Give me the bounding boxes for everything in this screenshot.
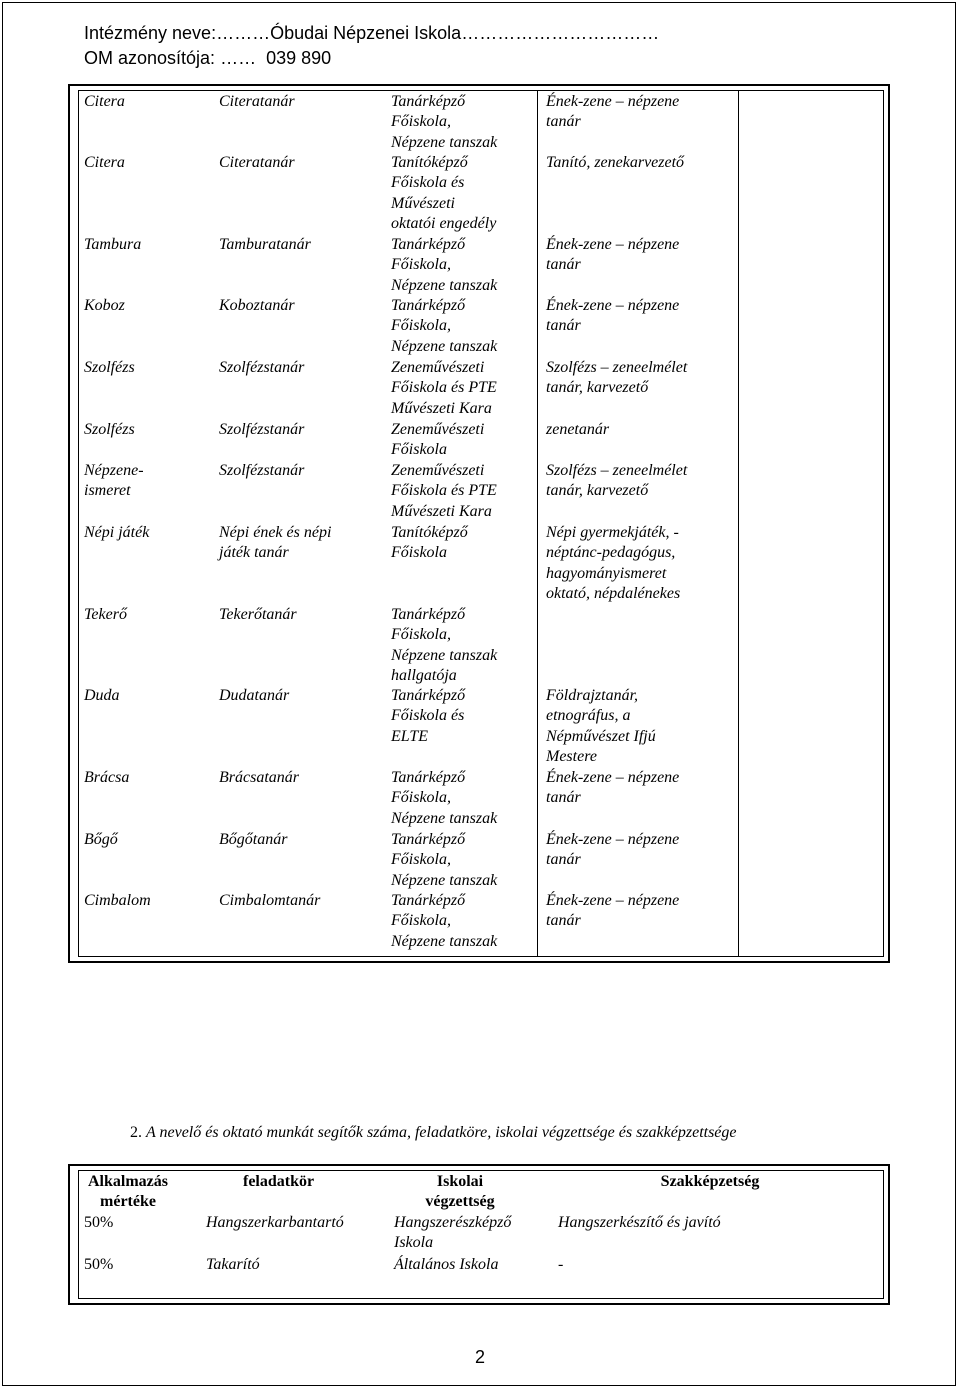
staff-row-11-qualification: Ének-zene – népzene tanár (546, 769, 680, 807)
staff-row-6-school: Zeneművészeti Főiskola (391, 421, 485, 459)
staff-row-2-qualification: Tanító, zenekarvezető (546, 154, 685, 171)
staff-row-1-school: Tanárképző Főiskola, Népzene tanszak (391, 93, 498, 151)
staff-row-2-position: Citeratanár (219, 154, 295, 171)
staff-row-7-school: Zeneművészeti Főiskola és PTE Művészeti Kara (391, 462, 497, 520)
staff-row-12-school: Tanárképző Főiskola, Népzene tanszak (391, 831, 498, 889)
institution-label: Intézmény neve: (84, 23, 217, 43)
staff-row-11-school: Tanárképző Főiskola, Népzene tanszak (391, 769, 498, 827)
staff-row-3-school: Tanárképző Főiskola, Népzene tanszak (391, 236, 498, 294)
staff-row-4-position: Koboztanár (219, 297, 295, 314)
staff-row-5-school: Zeneművészeti Főiskola és PTE Művészeti Kara (391, 359, 497, 417)
helper-row-2-role: Takarító (206, 1256, 260, 1273)
helper-row-2-qualification: - (558, 1256, 564, 1273)
staff-row-7-position: Szolfézstanár (219, 462, 305, 479)
institution-trailing-dots: …………………………… (461, 23, 660, 43)
staff-row-6-subject: Szolfézs (84, 421, 135, 438)
staff-row-11-position: Brácsatanár (219, 769, 299, 786)
staff-row-10-qualification: Földrajztanár, etnográfus, a Népművészet Ifjú Mestere (546, 687, 656, 765)
helper-row-1-role: Hangszerkarbantartó (206, 1214, 344, 1231)
staff-row-9-position: Tekerőtanár (219, 606, 297, 623)
staff-row-8-school: Tanítóképző Főiskola (391, 524, 468, 562)
staff-row-3-subject: Tambura (84, 236, 142, 253)
helper-header-qualification: Szakképzetség (660, 1173, 760, 1190)
staff-row-9-school: Tanárképző Főiskola, Népzene tanszak hallgatója (391, 606, 498, 684)
om-number: 039 890 (266, 48, 332, 68)
staff-row-13-school: Tanárképző Főiskola, Népzene tanszak (391, 892, 498, 950)
staff-row-13-position: Cimbalomtanár (219, 892, 321, 909)
staff-table-column-divider (537, 90, 538, 957)
staff-row-8-subject: Népi játék (84, 524, 150, 541)
staff-row-2-school: Tanítóképző Főiskola és Művészeti oktatói engedély (391, 154, 497, 232)
om-line (84, 47, 331, 69)
staff-row-4-school: Tanárképző Főiskola, Népzene tanszak (391, 297, 498, 355)
helper-row-1-school: Hangszerészképző Iskola (394, 1214, 512, 1252)
staff-row-7-subject: Népzene- ismeret (84, 462, 144, 500)
staff-row-4-subject: Koboz (84, 297, 125, 314)
staff-row-11-subject: Brácsa (84, 769, 130, 786)
staff-row-3-qualification: Ének-zene – népzene tanár (546, 236, 680, 274)
staff-row-1-position: Citeratanár (219, 93, 295, 110)
staff-row-10-position: Dudatanár (219, 687, 290, 704)
staff-row-13-subject: Cimbalom (84, 892, 151, 909)
page-number: 2 (474, 1347, 485, 1367)
staff-row-9-subject: Tekerő (84, 606, 127, 623)
helper-row-1-qualification: Hangszerkészítő és javító (558, 1214, 721, 1231)
staff-row-6-qualification: zenetanár (546, 421, 610, 438)
staff-row-5-subject: Szolfézs (84, 359, 135, 376)
helper-header-school: Iskolai végzettség (425, 1173, 495, 1211)
staff-row-1-qualification: Ének-zene – népzene tanár (546, 93, 680, 131)
staff-row-7-qualification: Szolfézs – zeneelmélet tanár, karvezető (546, 462, 688, 500)
staff-row-12-subject: Bőgő (84, 831, 118, 848)
staff-row-10-school: Tanárképző Főiskola és ELTE (391, 687, 466, 745)
institution-name: Óbudai Népzenei Iskola (270, 23, 462, 43)
institution-dots: ……… (216, 23, 271, 43)
staff-row-5-qualification: Szolfézs – zeneelmélet tanár, karvezető (546, 359, 688, 397)
helper-row-2-extent: 50% (84, 1256, 114, 1273)
helper-header-extent: Alkalmazás mértéke (88, 1173, 168, 1211)
staff-table-column-divider (738, 90, 739, 957)
staff-row-6-position: Szolfézstanár (219, 421, 305, 438)
staff-row-12-qualification: Ének-zene – népzene tanár (546, 831, 680, 869)
staff-row-13-qualification: Ének-zene – népzene tanár (546, 892, 680, 930)
institution-line (84, 22, 659, 44)
staff-row-8-position: Népi ének és népi játék tanár (219, 524, 332, 562)
staff-row-12-position: Bőgőtanár (219, 831, 288, 848)
section-2-title (130, 1123, 737, 1143)
section-2-text: A nevelő és oktató munkát segítők száma, feladatköre, iskolai végzettsége és szakképzettsége (146, 1124, 737, 1141)
om-dots: …… (220, 48, 257, 68)
helper-row-1-extent: 50% (84, 1214, 114, 1231)
staff-row-8-qualification: Népi gyermekjáték, - néptánc-pedagógus, hagyományismeret oktató, népdalénekes (546, 524, 681, 602)
staff-row-5-position: Szolfézstanár (219, 359, 305, 376)
section-2-number: 2. (130, 1124, 142, 1141)
helper-header-role: feladatkör (243, 1173, 315, 1190)
helper-row-2-school: Általános Iskola (394, 1256, 499, 1273)
staff-row-1-subject: Citera (84, 93, 125, 110)
staff-row-10-subject: Duda (84, 687, 120, 704)
staff-row-4-qualification: Ének-zene – népzene tanár (546, 297, 680, 335)
staff-row-2-subject: Citera (84, 154, 125, 171)
staff-row-3-position: Tamburatanár (219, 236, 311, 253)
om-label: OM azonosítója: (84, 48, 216, 68)
